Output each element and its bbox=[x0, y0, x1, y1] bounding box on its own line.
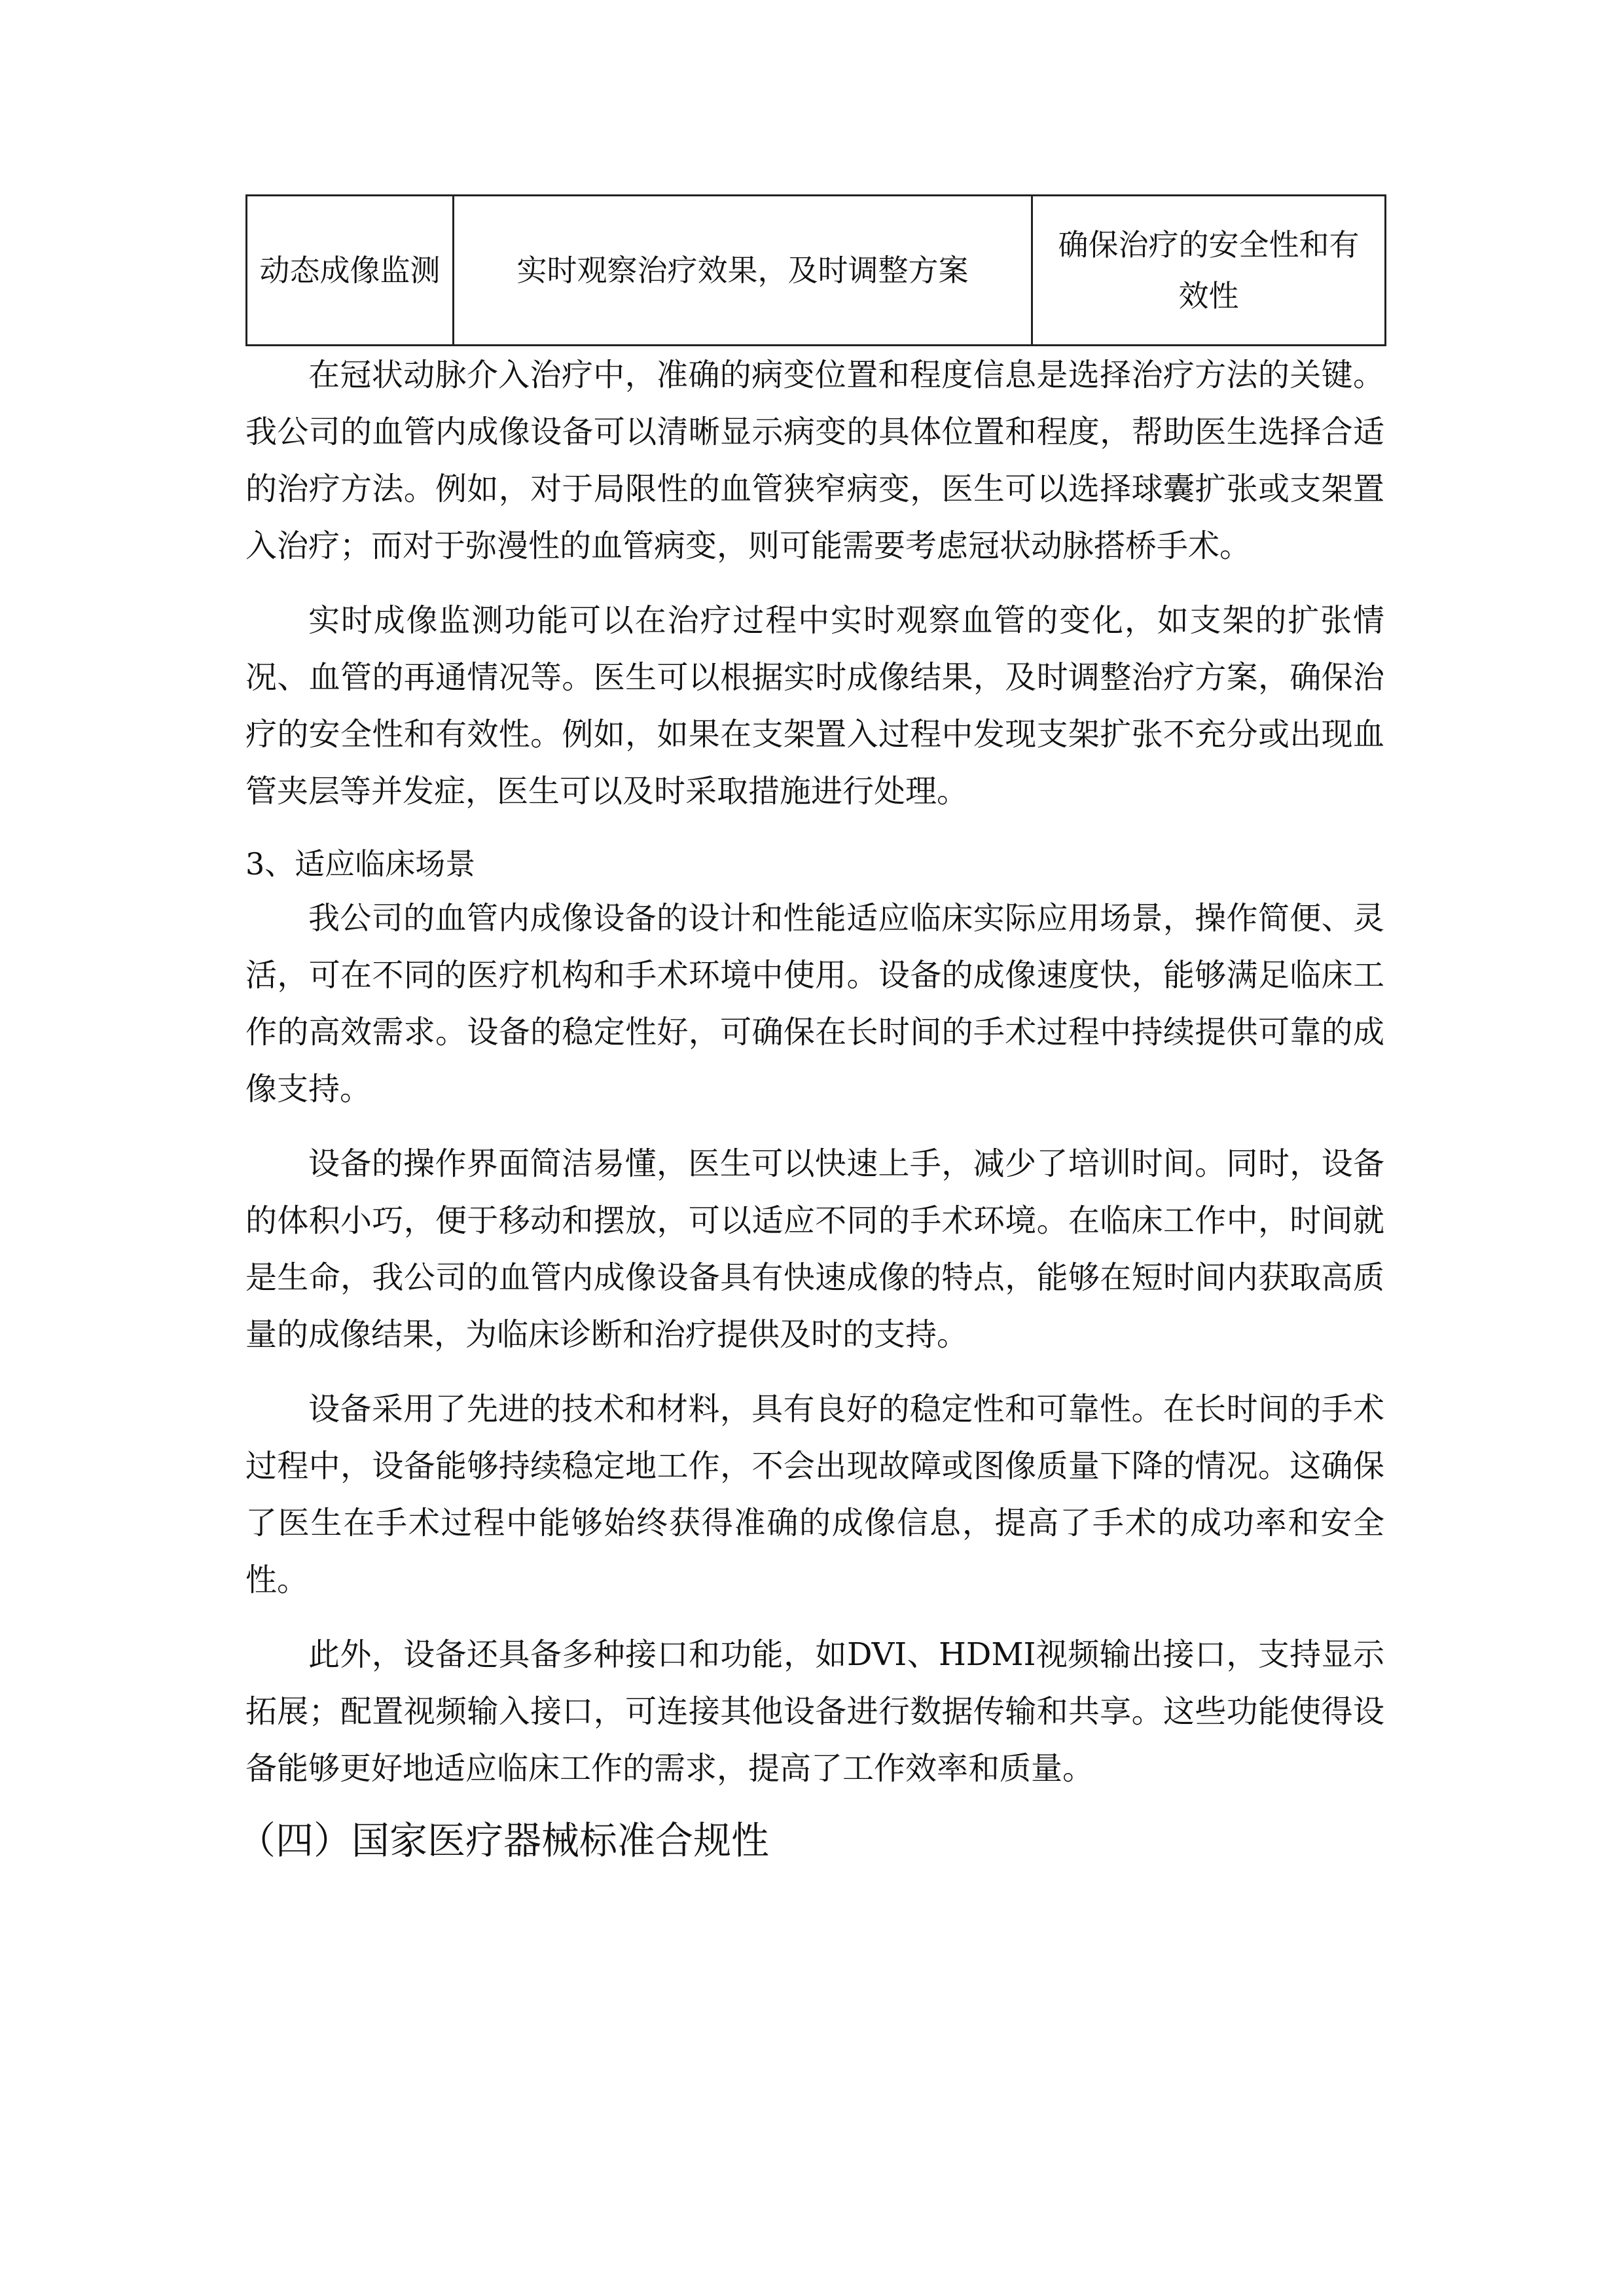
paragraph: 此外，设备还具备多种接口和功能，如DVI、HDMI视频输出接口，支持显示拓展；配置视频输入接口，可连接其他设备进行数据传输和共享。这些功能使得设备能够更好地适应临床工作的需求，提高了工作效率和质量。 bbox=[245, 1636, 1384, 1787]
benefit-text: 确保治疗的安全性和有效性 bbox=[1058, 227, 1360, 314]
subheading: 3、适应临床场景 bbox=[245, 846, 476, 882]
table-cell-benefit bbox=[1032, 196, 1386, 346]
paragraph: 我公司的血管内成像设备的设计和性能适应临床实际应用场景，操作简便、灵活，可在不同的医疗机构和手术环境中使用。设备的成像速度快，能够满足临床工作的高效需求。设备的稳定性好，可确保在长时间的手术过程中持续提供可靠的成像支持。 bbox=[245, 900, 1384, 1107]
paragraph: 设备采用了先进的技术和材料，具有良好的稳定性和可靠性。在长时间的手术过程中，设备能够持续稳定地工作，不会出现故障或图像质量下降的情况。这确保了医生在手术过程中能够始终获得准确的成像信息，提高了手术的成功率和安全性。 bbox=[245, 1391, 1384, 1598]
paragraph: 实时成像监测功能可以在治疗过程中实时观察血管的变化，如支架的扩张情况、血管的再通情况等。医生可以根据实时成像结果，及时调整治疗方案，确保治疗的安全性和有效性。例如，如果在支架置入过程中发现支架扩张不充分或出现血管夹层等并发症，医生可以及时采取措施进行处理。 bbox=[245, 602, 1384, 810]
table-cell-function bbox=[454, 196, 1032, 346]
function-text: 实时观察治疗效果，及时调整方案 bbox=[516, 253, 969, 288]
feature-text: 动态成像监测 bbox=[259, 253, 441, 288]
paragraph: 设备的操作界面简洁易懂，医生可以快速上手，减少了培训时间。同时，设备的体积小巧，便于移动和摆放，可以适应不同的手术环境。在临床工作中，时间就是生命，我公司的血管内成像设备具有快速成像的特点，能够在短时间内获取高质量的成像结果，为临床诊断和治疗提供及时的支持。 bbox=[245, 1145, 1384, 1353]
paragraph: 在冠状动脉介入治疗中，准确的病变位置和程度信息是选择治疗方法的关键。我公司的血管内成像设备可以清晰显示病变的具体位置和程度，帮助医生选择合适的治疗方法。例如，对于局限性的血管狭窄病变，医生可以选择球囊扩张或支架置入治疗；而对于弥漫性的血管病变，则可能需要考虑冠状动脉搭桥手术。 bbox=[245, 357, 1384, 564]
table-row bbox=[247, 196, 1386, 346]
section-heading: （四）国家医疗器械标准合规性 bbox=[238, 1818, 770, 1863]
body-text bbox=[238, 347, 1384, 1873]
feature-table bbox=[245, 194, 1386, 346]
table-cell-feature bbox=[247, 196, 454, 346]
